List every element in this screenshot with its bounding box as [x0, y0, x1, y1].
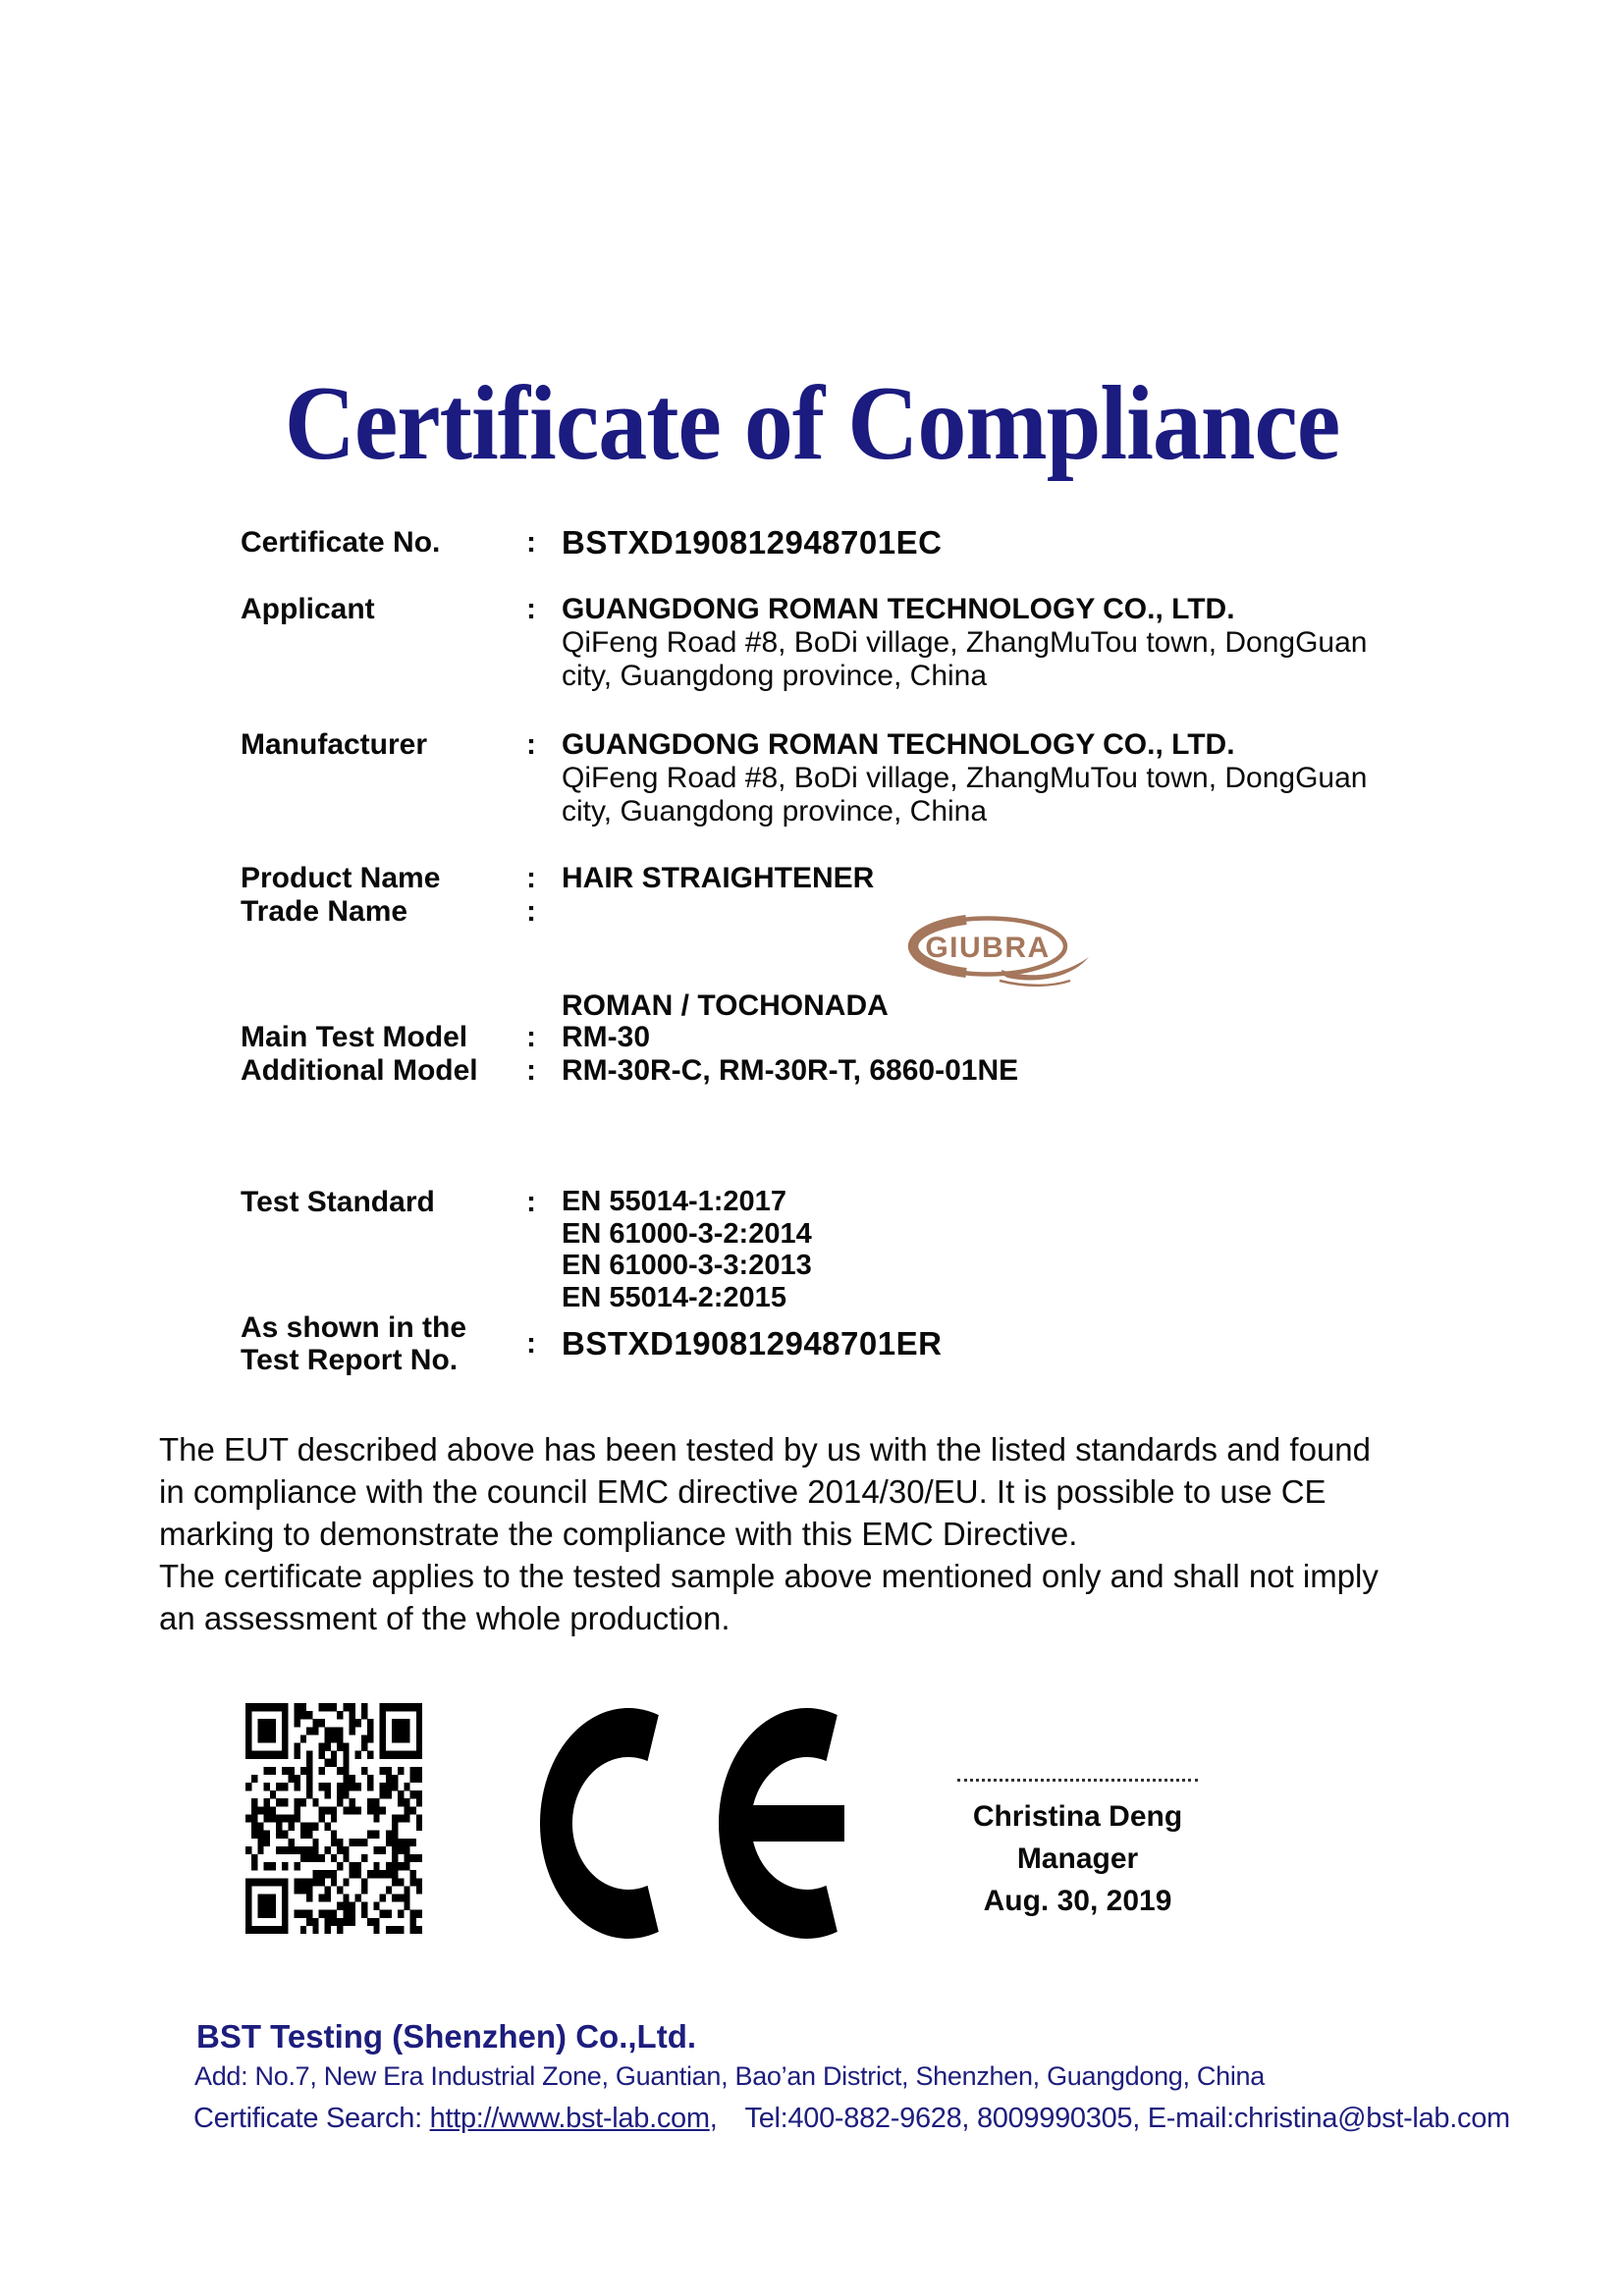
field-main-test-model	[241, 1021, 1488, 1054]
applicant-value	[562, 593, 1488, 693]
test-standard-item: EN 55014-1:2017	[562, 1186, 786, 1217]
ce-mark-icon	[540, 1708, 854, 1939]
manufacturer-address-line1: QiFeng Road #8, BoDi village, ZhangMuTou town, DongGuan	[562, 762, 1368, 794]
field-label: Manufacturer	[241, 728, 428, 761]
field-product-name	[241, 862, 1488, 895]
applicant-name: GUANGDONG ROMAN TECHNOLOGY CO., LTD.	[562, 593, 1235, 625]
field-colon: :	[526, 593, 536, 625]
certificate-number: BSTXD190812948701EC	[562, 524, 943, 561]
field-label: Product Name	[241, 862, 441, 894]
signer-name: Christina Deng	[972, 1800, 1183, 1833]
certificate-search-label: Certificate Search:	[193, 2103, 422, 2134]
field-colon: :	[526, 1186, 536, 1218]
field-colon: :	[526, 526, 536, 559]
manufacturer-address-line2: city, Guangdong province, China	[562, 795, 988, 828]
field-label: Applicant	[241, 593, 375, 625]
statement-line: an assessment of the whole production.	[159, 1600, 731, 1636]
test-standard-item: EN 55014-2:2015	[562, 1281, 786, 1313]
field-applicant	[241, 593, 1488, 693]
statement-line: marking to demonstrate the compliance with this EMC Directive.	[159, 1516, 1078, 1552]
field-label: Test Standard	[241, 1186, 435, 1218]
signature-date: Aug. 30, 2019	[983, 1885, 1172, 1917]
giubra-logo-text: GIUBRA	[925, 932, 1051, 964]
field-label	[241, 1311, 526, 1376]
product-name: HAIR STRAIGHTENER	[562, 862, 875, 894]
giubra-brand-logo	[905, 914, 1094, 990]
field-colon: :	[526, 728, 536, 761]
certificate-search-link[interactable]: http://www.bst-lab.com	[429, 2103, 710, 2134]
lab-address: Add: No.7, New Era Industrial Zone, Guantian, Bao’an District, Shenzhen, Guangdong, China	[194, 2061, 1265, 2091]
signature-dotted-line	[957, 1779, 1198, 1782]
field-label: Additional Model	[241, 1054, 478, 1087]
brand-names: ROMAN / TOCHONADA	[562, 989, 889, 1022]
field-label: Main Test Model	[241, 1021, 468, 1053]
field-additional-model	[241, 1054, 1488, 1088]
lab-contacts: Tel:400-882-9628, 8009990305, E-mail:christina@bst-lab.com	[744, 2103, 1510, 2134]
field-label: Certificate No.	[241, 526, 441, 559]
field-label: Trade Name	[241, 895, 408, 928]
statement-line: The EUT described above has been tested by us with the listed standards and found	[159, 1431, 1372, 1468]
field-colon: :	[526, 1054, 536, 1087]
main-test-model: RM-30	[562, 1021, 651, 1053]
signature-block	[933, 1779, 1222, 1922]
field-manufacturer	[241, 728, 1488, 828]
page-title: Certificate of Compliance	[284, 363, 1340, 482]
url-comma: ,	[709, 2103, 718, 2134]
field-colon: :	[526, 895, 536, 928]
lab-company-name: BST Testing (Shenzhen) Co.,Ltd.	[196, 2018, 697, 2055]
giubra-logo-icon	[905, 914, 1094, 990]
statement-line: The certificate applies to the tested sample above mentioned only and shall not imply	[159, 1558, 1379, 1594]
applicant-address-line1: QiFeng Road #8, BoDi village, ZhangMuTou town, DongGuan	[562, 626, 1368, 659]
field-certificate-no	[241, 526, 1488, 560]
certificate-search-line	[193, 2103, 1510, 2135]
signer-role: Manager	[1016, 1842, 1139, 1875]
test-report-number: BSTXD190812948701ER	[562, 1325, 943, 1362]
compliance-statement	[159, 1428, 1534, 1639]
field-colon: :	[526, 1021, 536, 1053]
field-test-report-no	[241, 1311, 1488, 1376]
manufacturer-value	[562, 728, 1488, 828]
test-standard-item: EN 61000-3-3:2013	[562, 1250, 812, 1281]
test-standard-list	[562, 1186, 1488, 1313]
field-label-line2: Test Report No.	[241, 1344, 459, 1376]
field-colon: :	[526, 862, 536, 894]
qr-code	[245, 1703, 422, 1934]
additional-model: RM-30R-C, RM-30R-T, 6860-01NE	[562, 1054, 1019, 1087]
applicant-address-line2: city, Guangdong province, China	[562, 660, 988, 692]
field-label-line1: As shown in the	[241, 1311, 467, 1344]
statement-line: in compliance with the council EMC directive 2014/30/EU. It is possible to use CE	[159, 1473, 1326, 1510]
manufacturer-name: GUANGDONG ROMAN TECHNOLOGY CO., LTD.	[562, 728, 1235, 761]
field-test-standard	[241, 1186, 1488, 1313]
test-standard-item: EN 61000-3-2:2014	[562, 1217, 812, 1250]
field-trade-name	[241, 895, 1488, 929]
field-colon: :	[526, 1327, 536, 1360]
